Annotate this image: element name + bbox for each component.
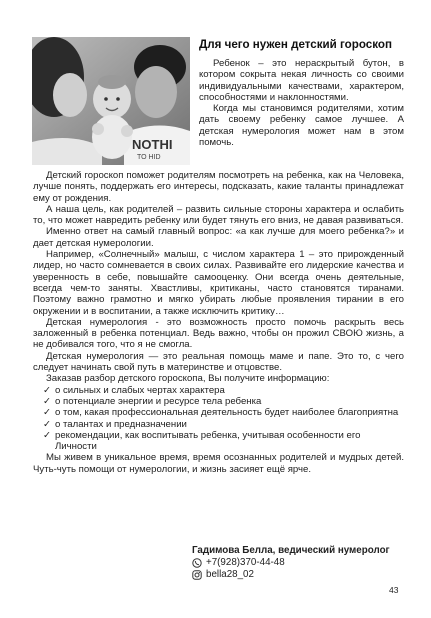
body-paragraph: Например, «Солнечный» малыш, с числом характера 1 – это прирожденный лидер, но часто сомневается в своих силах. Развивайте его лидерские качества и уверенность в себе, повышайте самооценку. Они всегда очень деятельные, всегда чем-то заняты. Хвастливы, критиканы, часто становятся тиранами. Поэтому важно грамотно и мягко убирать любые проявления тирании в его окружении и в воспитании, а также исключить критику… (33, 249, 404, 317)
body-paragraph: Именно ответ на самый главный вопрос: «а как лучше для моего ребенка?» и дает детская нумерологии. (33, 226, 404, 249)
list-item (43, 385, 404, 396)
body-paragraph: Детская нумерология — это реальная помощь маме и папе. Это то, с чего следует начинать свой путь в материнстве и отцовстве. (33, 350, 404, 374)
list-item (43, 419, 404, 430)
author-name: Гадимова Белла, ведический нумеролог (192, 545, 390, 556)
page-number: 43 (389, 585, 399, 595)
author-block (192, 545, 390, 581)
instagram-handle: bella28_02 (206, 569, 254, 580)
closing-paragraph: Мы живем в уникальное время, время осознанных родителей и мудрых детей. Чуть-чуть помощи от нумерологии, и жизнь засияет ещё ярче. (33, 452, 404, 475)
body-paragraph: Заказав разбор детского гороскопа, Вы получите информацию: (46, 373, 330, 385)
shirt-print-line-1: NOTHI (132, 137, 173, 152)
list-item-text: о талантах и предназначении (55, 418, 187, 430)
list-item (43, 407, 404, 418)
intro-paragraph: Когда мы становимся родителями, хотим дать своему ребенку самое лучшее. А детская нумерология может нам в этом помочь. (199, 103, 404, 149)
instagram-icon (192, 570, 202, 580)
list-item-text: о том, какая профессиональная деятельность будет наиболее благоприятна (55, 407, 399, 419)
checkmark-icon: ✓ (43, 407, 52, 419)
shirt-print-line-2: TO HID (137, 154, 161, 161)
phone-contact[interactable] (192, 557, 390, 569)
checkmark-icon: ✓ (43, 429, 52, 441)
article-intro (199, 58, 404, 148)
list-item-text: о потенциале энергии и ресурсе тела ребенка (55, 395, 262, 407)
article-body (33, 170, 404, 475)
instagram-contact[interactable] (192, 569, 390, 581)
checkmark-icon: ✓ (43, 384, 52, 396)
list-item (43, 396, 404, 407)
body-paragraph: Детская нумерология - это возможность просто помочь раскрыть весь заложенный в ребенка потенциал. Ведь важно, чтобы он прожил СВОЮ жизнь, а не добивался того, что я не смогла. (33, 316, 404, 351)
info-checklist (33, 385, 404, 453)
family-photo-illustration (32, 37, 190, 165)
list-item (43, 430, 404, 453)
viber-icon (192, 558, 202, 568)
family-photo (32, 37, 190, 165)
article-title: Для чего нужен детский гороскоп (199, 38, 392, 51)
list-item-text: о сильных и слабых чертах характера (55, 384, 225, 396)
intro-paragraph: Ребенок – это нераскрытый бутон, в котором сокрыта некая личность со своими индивидуальными качествами, характером, способностями и наклонностями. (199, 58, 404, 103)
phone-number: +7(928)370-44-48 (206, 557, 285, 568)
body-paragraph: А наша цель, как родителей – развить сильные стороны характера и ослабить то, что может навредить ребенку или будет тянуть его вниз, не давая развиваться. (33, 203, 404, 227)
checkmark-icon: ✓ (43, 418, 52, 430)
list-item-text: рекомендации, как воспитывать ребенка, учитывая особенности его Личности (55, 429, 361, 453)
body-paragraph: Детский гороскоп поможет родителям посмотреть на ребенка, как на Человека, лучше понять, поддержать его интересы, подсказать, какие таланты принадлежат ему от рождения. (33, 170, 404, 204)
checkmark-icon: ✓ (43, 395, 52, 407)
